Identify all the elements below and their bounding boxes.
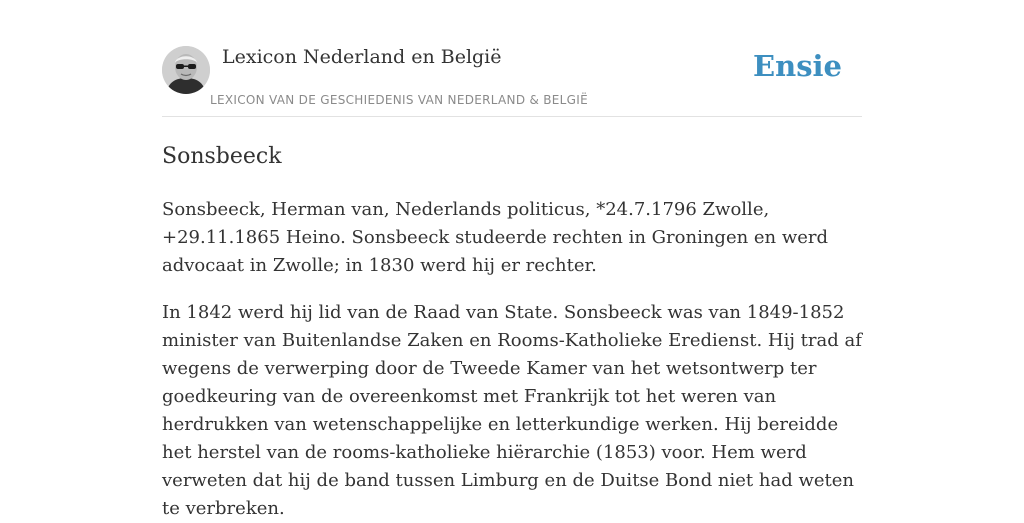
- portrait-icon: [162, 46, 210, 94]
- page-container: [162, 0, 862, 523]
- article-paragraph: In 1842 werd hij lid van de Raad van State. Sonsbeeck was van 1849-1852 minister van Buitenlandse Zaken en Rooms-Katholieke Eredienst. Hij trad af wegens de verwerping door de Tweede Kamer van het wetsontwerp ter goedkeuring van de overeenkomst met Frankrijk tot het weren van herdrukken van wetenschappelijke en letterkundige werken. Hij bereidde het herstel van de rooms-katholieke hiërarchie (1853) voor. Hem werd verweten dat hij de band tussen Limburg en de Duitse Bond niet had weten te verbreken.: [162, 302, 862, 519]
- ensie-logo-link[interactable]: Ensie: [753, 49, 842, 83]
- article-paragraph: Sonsbeeck, Herman van, Nederlands politicus, *24.7.1796 Zwolle, +29.11.1865 Heino. Sonsbeeck studeerde rechten in Groningen en werd advocaat in Zwolle; in 1830 werd hij er rechter.: [162, 199, 829, 276]
- site-subtitle: LEXICON VAN DE GESCHIEDENIS VAN NEDERLAND & BELGIË: [210, 93, 588, 107]
- article-title: Sonsbeeck: [162, 144, 282, 169]
- author-avatar[interactable]: [162, 46, 210, 94]
- site-title-link[interactable]: Lexicon Nederland en België: [222, 46, 502, 68]
- header: [162, 0, 862, 117]
